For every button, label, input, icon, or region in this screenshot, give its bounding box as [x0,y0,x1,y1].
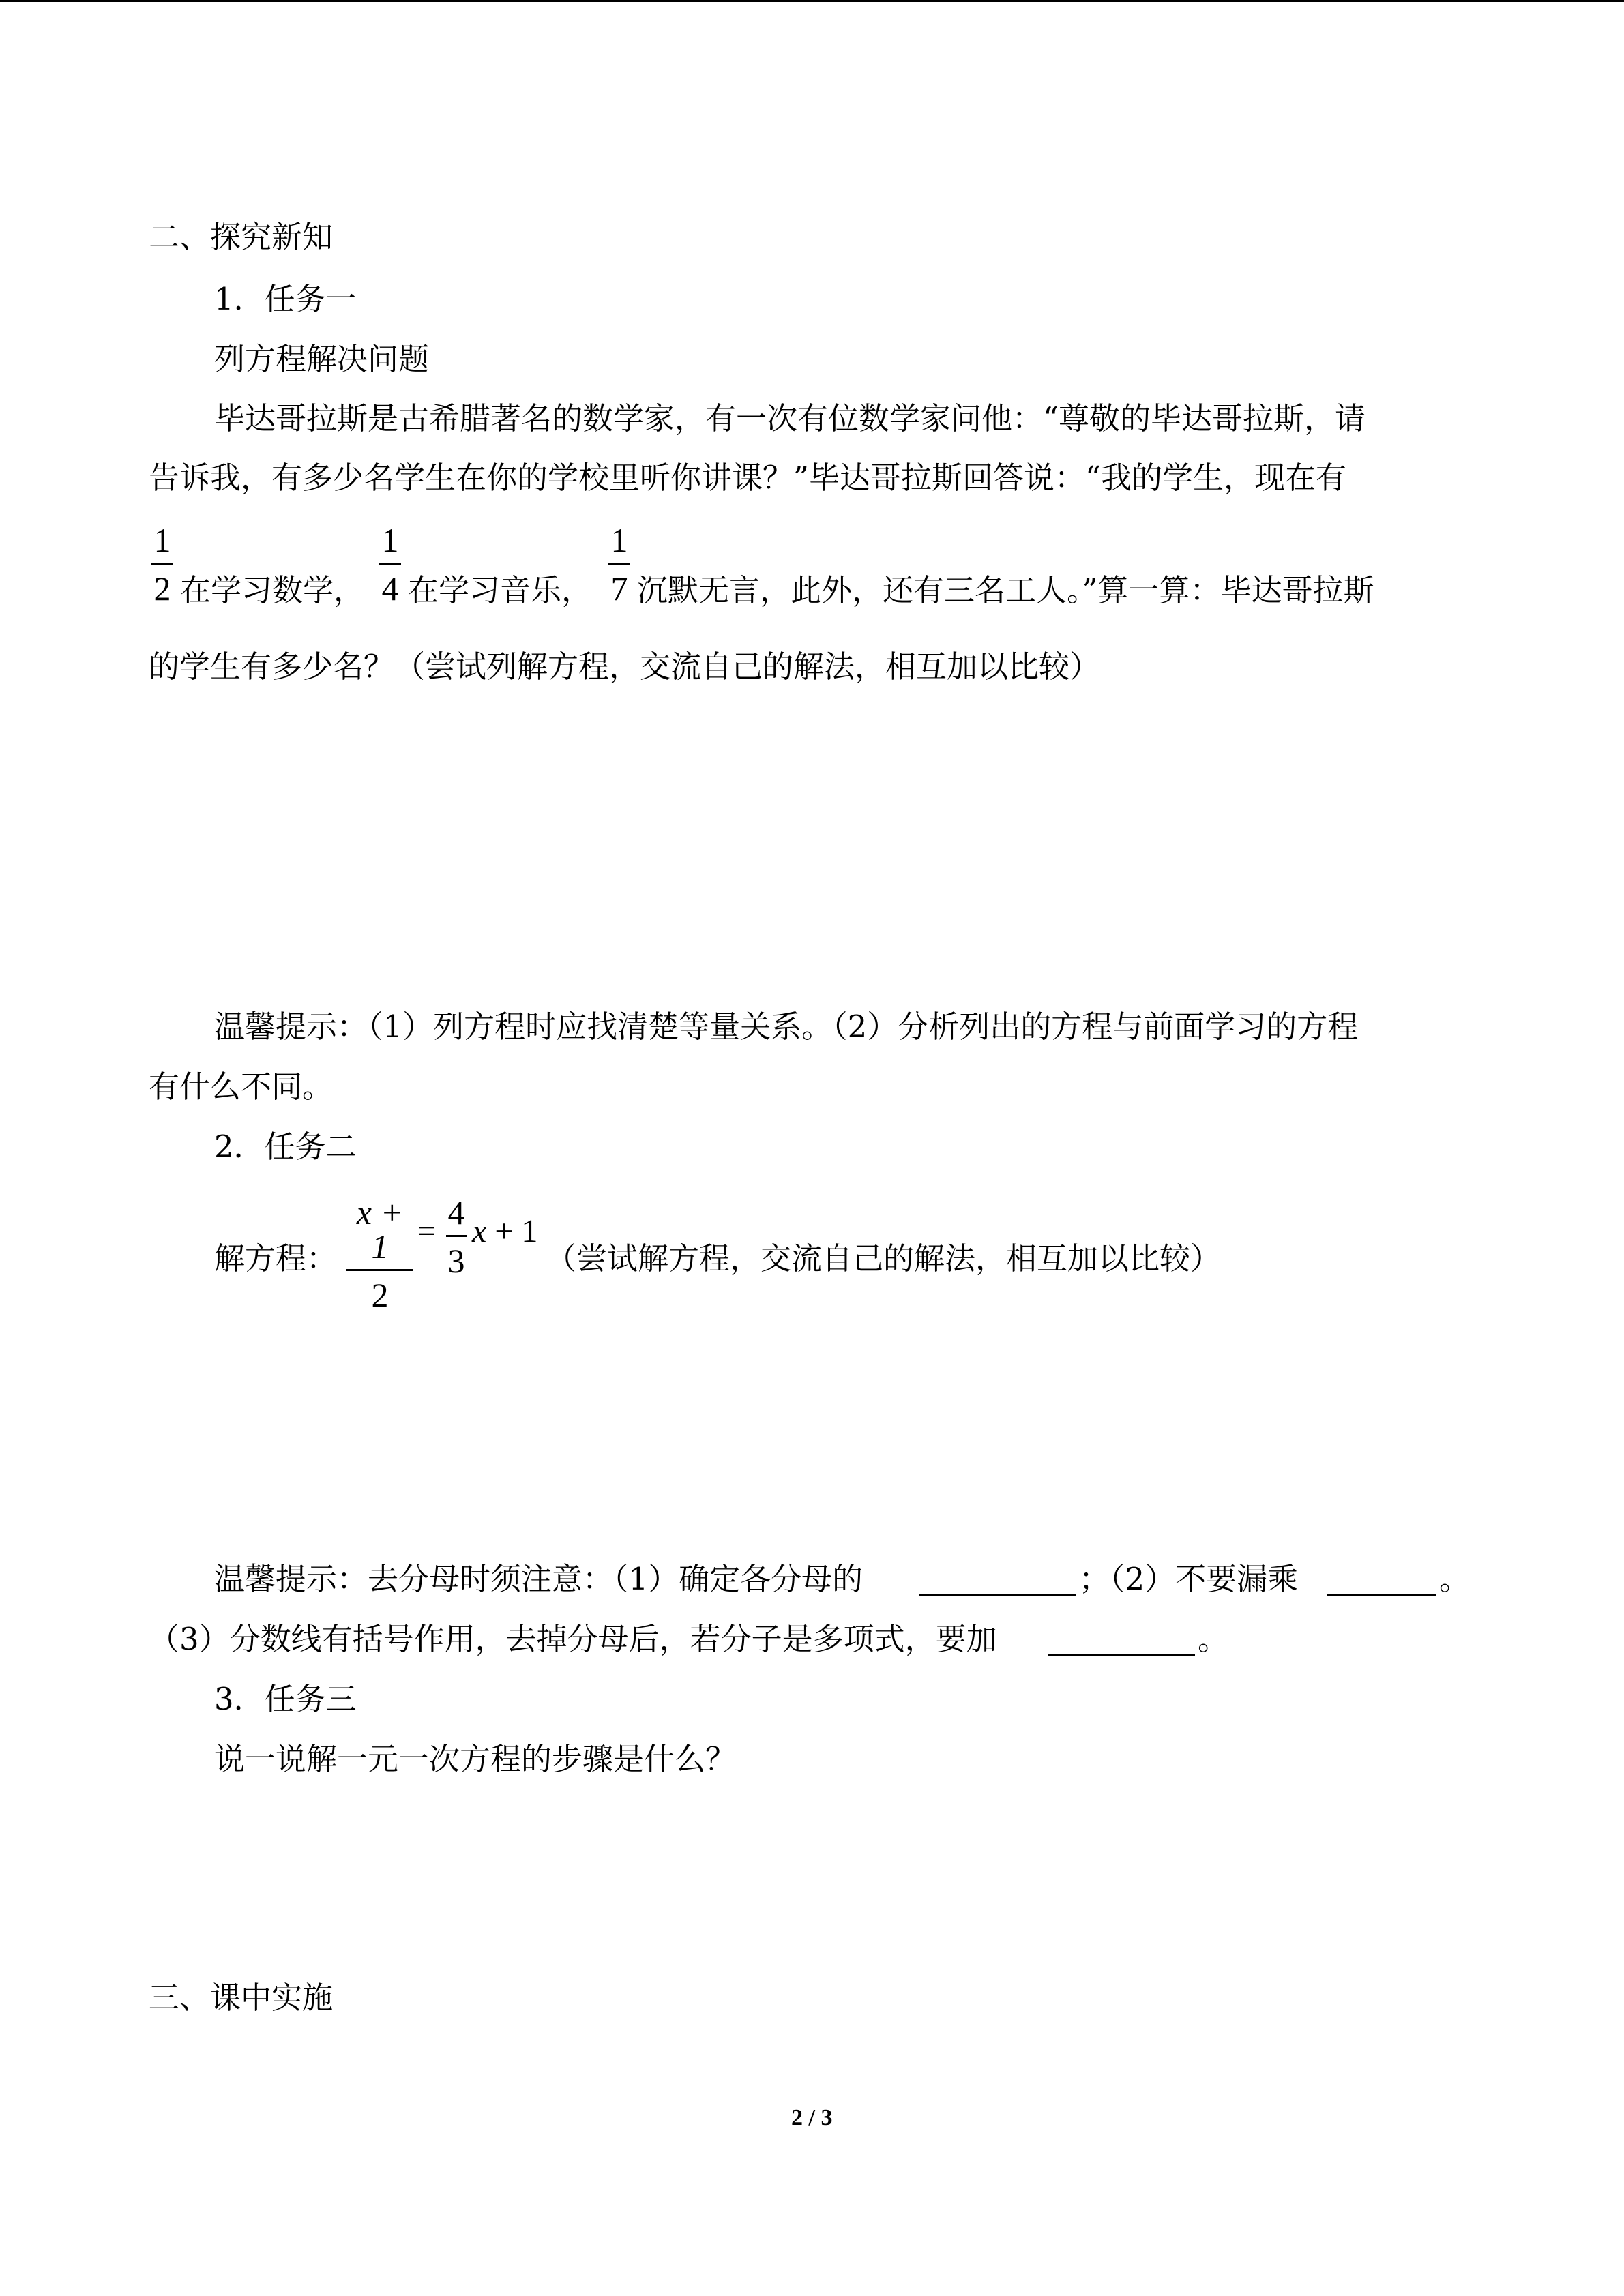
fraction-one-seventh: 1 7 [608,523,630,606]
tip2-line2-a: （3）分数线有括号作用，去掉分母后，若分子是多项式，要加 [149,1621,997,1657]
problem-text-b: 在学习音乐， [408,572,593,608]
task2-title: 2．任务二 [214,1129,357,1165]
tip2-line2-b: 。 [1198,1621,1229,1657]
section3-heading: 三、课中实施 [149,1980,334,2016]
blank-common-denominator[interactable] [919,1594,1076,1596]
task1-subtitle: 列方程解决问题 [214,341,430,377]
problem-text-a: 在学习数学， [180,572,365,608]
equation-equals: = [417,1213,437,1249]
problem-line2: 告诉我，有多少名学生在你的学校里听你讲课？”毕达哥拉斯回答说：“我的学生，现在有 [149,460,1347,496]
tip1-line1: 温馨提示：（1）列方程时应找清楚等量关系。（2）分析列出的方程与前面学习的方程 [214,1009,1359,1045]
equation-lhs-fraction: x + 1 2 [346,1195,413,1312]
task3-question: 说一说解一元一次方程的步骤是什么？ [214,1741,737,1777]
equation-rhs-tail: x + 1 [472,1213,538,1249]
tip2-part1: 温馨提示：去分母时须注意：（1）确定各分母的 [214,1561,863,1597]
task2-note: （尝试解方程，交流自己的解法，相互加以比较） [546,1240,1222,1277]
fraction-one-half: 1 2 [151,523,173,606]
tip2-part3: 。 [1439,1561,1471,1597]
tip2-part2: ；（2）不要漏乘 [1079,1561,1299,1597]
blank-add-parentheses[interactable] [1048,1654,1195,1656]
task2-label: 解方程： [214,1240,338,1277]
section2-heading: 二、探究新知 [149,219,334,255]
tip1-line2: 有什么不同。 [149,1069,334,1105]
equation-rhs-fraction: 4 3 [446,1195,467,1278]
page-number: 2 / 3 [791,2105,833,2130]
fraction-one-quarter: 1 4 [379,523,401,606]
task1-title: 1．任务一 [214,281,357,317]
problem-text-c: 沉默无言，此外，还有三名工人。”算一算：毕达哥拉斯 [637,572,1374,608]
blank-do-not-miss[interactable] [1327,1594,1436,1596]
problem-line1: 毕达哥拉斯是古希腊著名的数学家，有一次有位数学家问他：“尊敬的毕达哥拉斯，请 [214,400,1366,436]
problem-line4: 的学生有多少名？（尝试列解方程，交流自己的解法，相互加以比较） [149,648,1101,685]
task3-title: 3．任务三 [214,1681,357,1717]
